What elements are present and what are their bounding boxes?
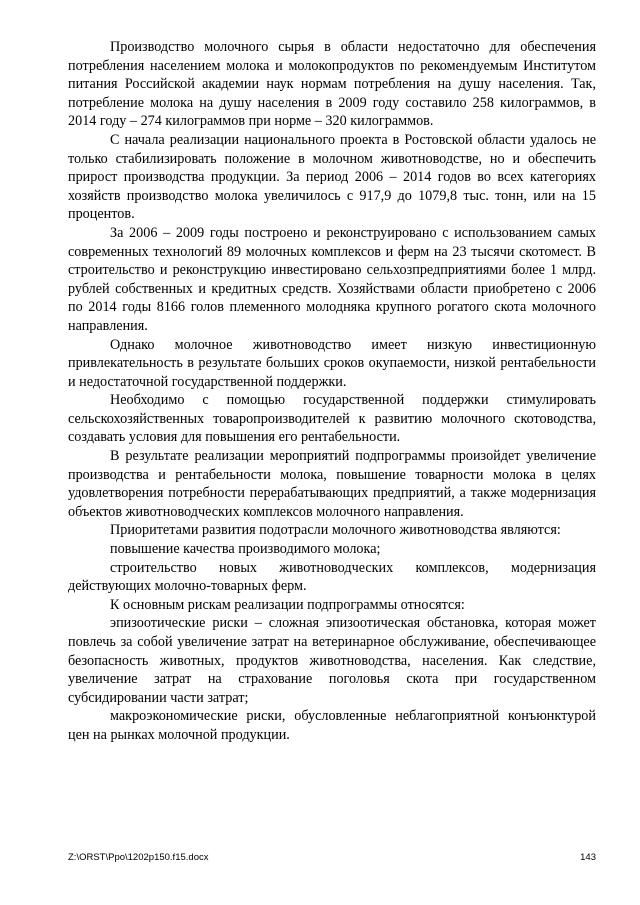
paragraph-investment-attractiveness: Однако молочное животноводство имеет низкую инвестиционную привлекательность в результате больших сроков окупаемости, низкой рентабельности и недостаточной государственной поддержки. <box>68 336 596 390</box>
paragraph-milk-consumption: Производство молочного сырья в области недостаточно для обеспечения потребления населением молока и молокопродуктов по рекомендуемым Институтом питания Российской академии наук нормам потребления на душу населения. Так, потребление молока на душу населения в 2009 году составило 258 килограммов, в 2014 году – 274 килограммов при норме – 320 килограммов. <box>68 39 596 130</box>
paragraph-national-project: С начала реализации национального проекта в Ростовской области удалось не только стабилизировать положение в молочном животноводстве, но и обеспечить прирост производства продукции. За период 2006 – 2014 годов во всех категориях хозяйств производство молока увеличилось с 917,9 до 1079,8 тыс. тонн, или на 15 процентов. <box>68 131 596 223</box>
paragraph-risks-heading: К основным рискам реализации подпрограммы относятся: <box>110 596 465 613</box>
document-body <box>68 38 596 745</box>
paragraph-priorities-heading: Приоритетами развития подотрасли молочного животноводства являются: <box>110 522 561 539</box>
list-item-risk-macroeconomic: макроэкономические риски, обусловленные неблагоприятной конъюнктурой цен на рынках молочной продукции. <box>68 708 596 743</box>
list-item-priority-quality: повышение качества производимого молока; <box>110 541 381 558</box>
page-number: 143 <box>580 852 596 863</box>
list-item-priority-construction: строительство новых животноводческих комплексов, модернизация действующих молочно-товарных ферм. <box>68 559 596 595</box>
footer-file-path: Z:\ORST\Ppo\1202p150.f15.docx <box>68 852 209 863</box>
list-item-risk-epizootic: эпизоотические риски – сложная эпизоотическая обстановка, которая может повлечь за собой увеличение затрат на ветеринарное обслуживание, обеспечивающее безопасность животных, продуктов животноводства, населения. Как следствие, увеличение затрат на страхование поголовья скота при государственном субсидировании части затрат; <box>68 615 596 706</box>
paragraph-expected-results: В результате реализации мероприятий подпрограммы произойдет увеличение производства и рентабельности молока, повышение товарности молока в целях удовлетворения потребности перерабатывающих предприятий, а также модернизация объектов животноводческих комплексов молочного направления. <box>68 448 596 520</box>
paragraph-construction: За 2006 – 2009 годы построено и реконструировано с использованием самых современных технологий 89 молочных комплексов и ферм на 23 тысячи скотомест. В строительство и реконструкцию инвестировано сельхозпредприятиями более 1 млрд. рублей собственных и кредитных средств. Хозяйствами области приобретено с 2006 по 2014 годы 8166 голов племенного молодняка крупного рогатого скота молочного направления. <box>68 224 596 334</box>
paragraph-state-support: Необходимо с помощью государственной поддержки стимулировать сельскохозяйственных товаропроизводителей к развитию молочного скотоводства, создавать условия для повышения его рентабельности. <box>68 392 596 446</box>
